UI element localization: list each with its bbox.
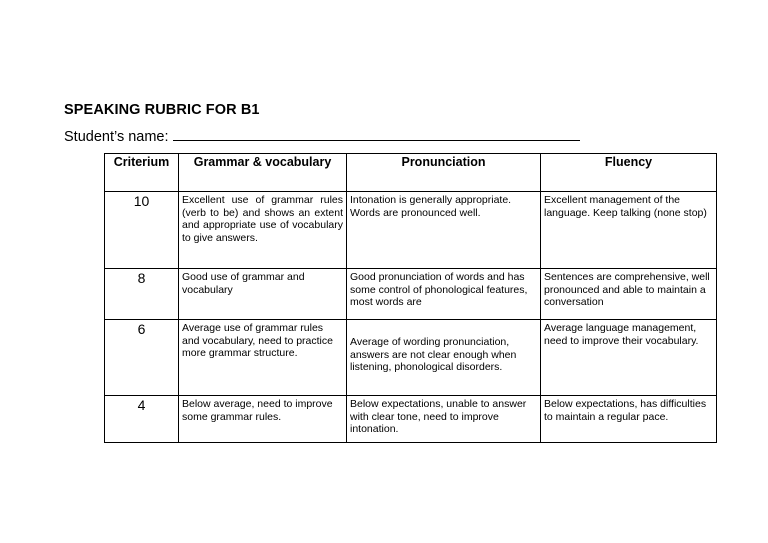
document-title: SPEAKING RUBRIC FOR B1 — [64, 102, 260, 118]
pronunciation-cell — [347, 396, 541, 443]
score-value: 4 — [137, 397, 146, 413]
fluency-text-line-1: Excellent management of the language. Keep talking (none stop) — [544, 194, 707, 219]
pronunciation-cell — [347, 320, 541, 396]
pronunciation-text: Good pronunciation of words and has some control of phonological features, most words are — [350, 271, 528, 309]
score-value: 10 — [133, 193, 150, 209]
score-value: 6 — [137, 321, 146, 337]
table-header-row — [105, 154, 717, 192]
fluency-cell — [541, 320, 717, 396]
student-name-blank-line — [173, 128, 580, 141]
header-pronunciation: Pronunciation — [347, 154, 541, 192]
fluency-cell — [541, 269, 717, 320]
table-row — [105, 320, 717, 396]
header-criterium: Criterium — [105, 154, 179, 192]
score-cell — [105, 320, 179, 396]
pronunciation-text: Average of wording pronunciation, answers are not clear enough when listening, phonological disorders. — [350, 336, 517, 374]
header-fluency: Fluency — [541, 154, 717, 192]
fluency-text — [541, 192, 716, 219]
fluency-cell — [541, 192, 717, 269]
grammar-text: Excellent use of grammar rules (verb to be) and shows an extent and appropriate use of vocabulary to give answers. — [182, 194, 343, 244]
student-name-label: Student’s name: — [64, 129, 169, 145]
fluency-text: Sentences are comprehensive, well pronounced and able to maintain a conversation — [544, 271, 710, 309]
student-name-field — [64, 128, 580, 145]
grammar-cell — [179, 269, 347, 320]
rubric-table — [104, 153, 717, 443]
table-row — [105, 192, 717, 269]
score-cell — [105, 192, 179, 269]
fluency-text: Average language management, need to improve their vocabulary. — [544, 322, 699, 347]
header-grammar-vocabulary: Grammar & vocabulary — [179, 154, 347, 192]
cell-spacer — [347, 320, 540, 334]
score-cell — [105, 269, 179, 320]
score-cell — [105, 396, 179, 443]
score-value: 8 — [137, 270, 146, 286]
table-row — [105, 269, 717, 320]
table-row — [105, 396, 717, 443]
fluency-cell — [541, 396, 717, 443]
grammar-cell — [179, 192, 347, 269]
grammar-text: Below average, need to improve some grammar rules. — [182, 398, 333, 423]
pronunciation-cell — [347, 269, 541, 320]
grammar-cell — [179, 320, 347, 396]
pronunciation-cell — [347, 192, 541, 269]
grammar-cell — [179, 396, 347, 443]
pronunciation-text: Below expectations, unable to answer with clear tone, need to improve intonation. — [350, 398, 527, 436]
grammar-text: Average use of grammar rules and vocabulary, need to practice more grammar structure. — [182, 322, 333, 360]
fluency-text: Below expectations, has difficulties to maintain a regular pace. — [544, 398, 707, 423]
grammar-text: Good use of grammar and vocabulary — [182, 271, 305, 296]
pronunciation-text: Intonation is generally appropriate. Words are pronounced well. — [350, 194, 512, 219]
